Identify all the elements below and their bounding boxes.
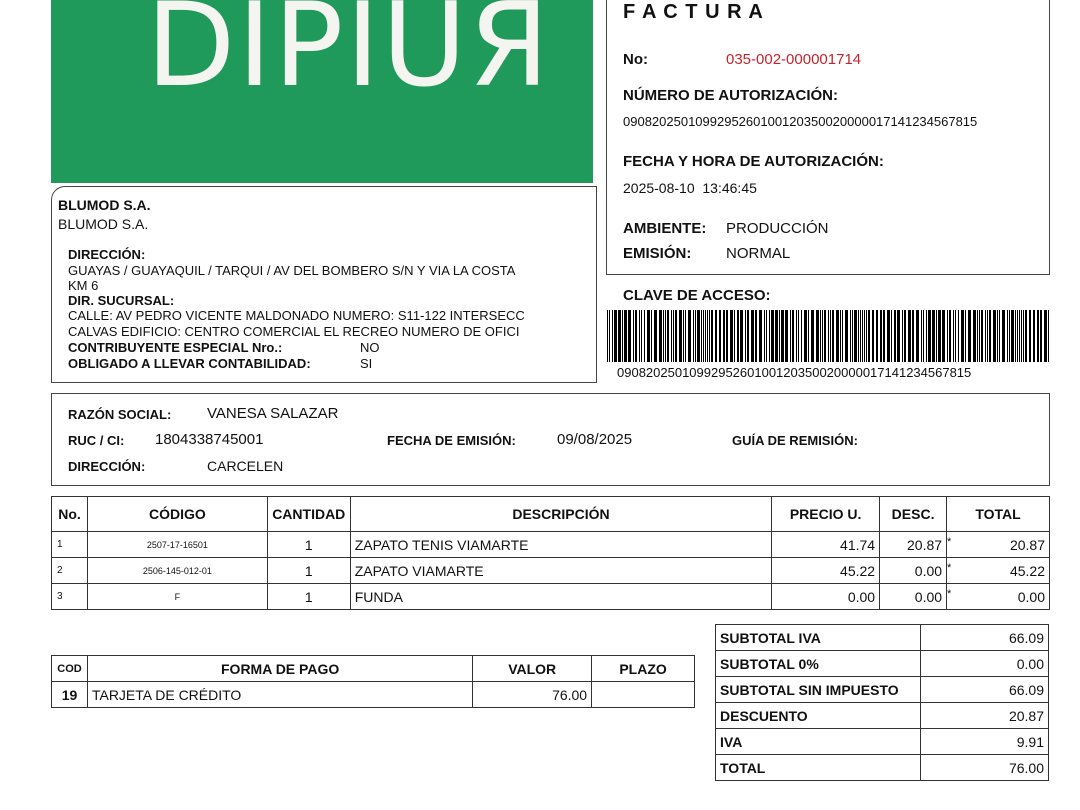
emission-value: NORMAL <box>726 245 791 262</box>
payment-amount: 76.00 <box>473 682 592 708</box>
table-row <box>52 682 695 708</box>
issue-date-label: FECHA DE EMISIÓN: <box>387 433 516 448</box>
items-table <box>51 496 1050 610</box>
table-row <box>52 532 1050 558</box>
business-name-label: RAZÓN SOCIAL: <box>68 407 172 422</box>
invoice-info-box <box>606 0 1050 275</box>
branch-address-line1: CALLE: AV PEDRO VICENTE MALDONADO NUMERO: S11-122 INTERSECC <box>68 308 525 323</box>
item-description: ZAPATO VIAMARTE <box>350 558 771 584</box>
payment-term <box>592 682 695 708</box>
col-header-unit-price: PRECIO U. <box>772 497 880 532</box>
payment-method: TARJETA DE CRÉDITO <box>87 682 472 708</box>
col-header-code: CÓDIGO <box>87 497 267 532</box>
payment-code: 19 <box>52 682 88 708</box>
table-row <box>52 584 1050 610</box>
totals-value: 0.00 <box>921 651 1049 677</box>
item-total: 20.87 <box>1009 536 1045 553</box>
item-unit-price: 45.22 <box>772 558 880 584</box>
item-no: 1 <box>52 532 88 558</box>
authorization-datetime-value: 2025-08-10 13:46:45 <box>623 180 757 196</box>
item-quantity: 1 <box>267 558 350 584</box>
issue-date-value: 09/08/2025 <box>557 431 633 448</box>
totals-value: 66.09 <box>921 625 1049 651</box>
invoice-title: F A C T U R A <box>623 1 764 23</box>
item-code: F <box>87 584 267 610</box>
col-header-quantity: CANTIDAD <box>267 497 350 532</box>
col-header-cod: COD <box>52 656 88 682</box>
col-header-discount: DESC. <box>880 497 947 532</box>
totals-label: SUBTOTAL SIN IMPUESTO <box>716 677 921 703</box>
access-key-value: 0908202501099295260100120350020000017141234567815 <box>617 365 972 380</box>
item-code: 2506-145-012-01 <box>87 558 267 584</box>
remission-guide-label: GUÍA DE REMISIÓN: <box>732 433 858 448</box>
totals-value: 76.00 <box>921 755 1049 781</box>
issuer-name-bold: BLUMOD S.A. <box>58 197 151 213</box>
emission-label: EMISIÓN: <box>623 245 692 262</box>
items-header-row <box>52 497 1050 532</box>
branch-address-label: DIR. SUCURSAL: <box>68 293 175 308</box>
totals-row <box>716 755 1049 781</box>
invoice-number-label: No: <box>623 51 648 68</box>
col-header-total: TOTAL <box>947 497 1050 532</box>
issuer-address-label: DIRECCIÓN: <box>68 247 146 262</box>
item-no: 2 <box>52 558 88 584</box>
item-discount: 0.00 <box>880 558 947 584</box>
accounting-required-value: SI <box>360 356 373 371</box>
totals-value: 20.87 <box>921 703 1049 729</box>
payment-header-row <box>52 656 695 682</box>
environment-label: AMBIENTE: <box>623 220 707 237</box>
issuer-name: BLUMOD S.A. <box>58 216 149 232</box>
brand-logo-text: DIPIUЯ <box>146 0 552 113</box>
issuer-box <box>51 186 597 383</box>
item-description: FUNDA <box>350 584 771 610</box>
authorization-number-value: 0908202501099295260100120350020000017141234567815 <box>623 114 978 129</box>
item-description: ZAPATO TENIS VIAMARTE <box>350 532 771 558</box>
totals-value: 9.91 <box>921 729 1049 755</box>
item-no: 3 <box>52 584 88 610</box>
item-discount: 0.00 <box>880 584 947 610</box>
item-total-cell <box>947 532 1050 558</box>
totals-label: DESCUENTO <box>716 703 921 729</box>
item-unit-price: 0.00 <box>772 584 880 610</box>
business-name-value: VANESA SALAZAR <box>207 405 339 422</box>
table-row <box>52 558 1050 584</box>
totals-row <box>716 651 1049 677</box>
environment-value: PRODUCCIÓN <box>726 220 829 237</box>
item-quantity: 1 <box>267 532 350 558</box>
access-key-barcode <box>607 310 1053 362</box>
ruc-label: RUC / CI: <box>68 433 125 448</box>
totals-row <box>716 625 1049 651</box>
item-total: 0.00 <box>1017 588 1045 605</box>
payment-table <box>51 655 695 708</box>
customer-box <box>51 393 1050 486</box>
col-header-term: PLAZO <box>592 656 695 682</box>
customer-address-value: CARCELEN <box>207 458 284 474</box>
totals-value: 66.09 <box>921 677 1049 703</box>
special-taxpayer-label: CONTRIBUYENTE ESPECIAL Nro.: <box>68 340 283 355</box>
special-taxpayer-value: NO <box>360 340 380 355</box>
item-unit-price: 41.74 <box>772 532 880 558</box>
totals-table <box>715 624 1049 781</box>
col-header-amount: VALOR <box>473 656 592 682</box>
ruc-value: 1804338745001 <box>155 431 264 448</box>
issuer-address-line2: KM 6 <box>68 278 99 293</box>
col-header-payment-method: FORMA DE PAGO <box>87 656 472 682</box>
totals-label: IVA <box>716 729 921 755</box>
authorization-datetime-label: FECHA Y HORA DE AUTORIZACIÓN: <box>623 153 884 170</box>
totals-label: TOTAL <box>716 755 921 781</box>
totals-label: SUBTOTAL 0% <box>716 651 921 677</box>
item-discount: 20.87 <box>880 532 947 558</box>
invoice-number-value: 035-002-000001714 <box>726 51 862 68</box>
totals-row <box>716 677 1049 703</box>
authorization-number-label: NÚMERO DE AUTORIZACIÓN: <box>623 87 838 104</box>
item-total-cell <box>947 558 1050 584</box>
totals-row <box>716 729 1049 755</box>
item-code: 2507-17-16501 <box>87 532 267 558</box>
totals-label: SUBTOTAL IVA <box>716 625 921 651</box>
item-total-cell <box>947 584 1050 610</box>
item-tax-mark: * <box>947 588 952 600</box>
issuer-address-line1: GUAYAS / GUAYAQUIL / TARQUI / AV DEL BOMBERO S/N Y VIA LA COSTA <box>68 263 516 278</box>
accounting-required-label: OBLIGADO A LLEVAR CONTABILIDAD: <box>68 356 311 371</box>
item-quantity: 1 <box>267 584 350 610</box>
col-header-description: DESCRIPCIÓN <box>350 497 771 532</box>
brand-logo-banner <box>51 0 593 183</box>
item-total: 45.22 <box>1009 562 1045 579</box>
totals-row <box>716 703 1049 729</box>
customer-address-label: DIRECCIÓN: <box>68 459 146 474</box>
access-key-label: CLAVE DE ACCESO: <box>623 287 771 304</box>
item-tax-mark: * <box>947 536 952 548</box>
branch-address-line2: CALVAS EDIFICIO: CENTRO COMERCIAL EL RECREO NUMERO DE OFICI <box>68 324 520 339</box>
item-tax-mark: * <box>947 562 952 574</box>
col-header-no: No. <box>52 497 88 532</box>
